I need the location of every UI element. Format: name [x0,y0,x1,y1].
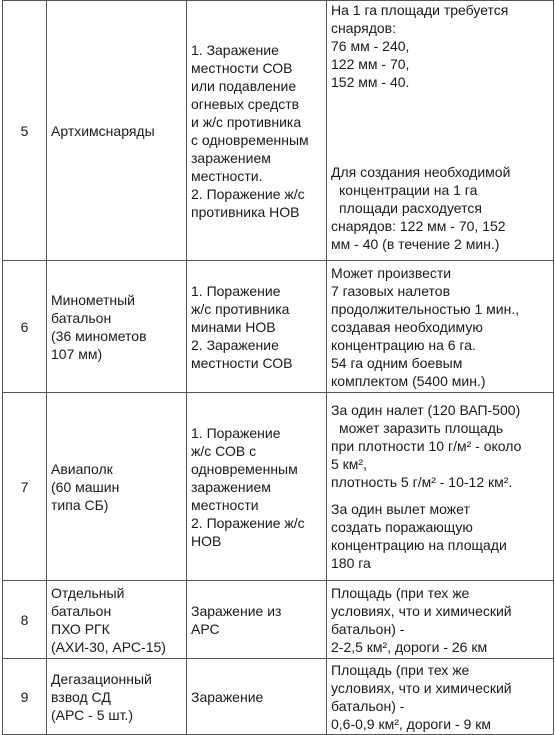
table-row [3,1,554,261]
notes-text: 54 га одним боевым [331,354,463,371]
notes-text: снарядов: [331,20,397,36]
unit-text: Дегазационный [51,670,152,687]
unit-text: 107 мм) [51,345,103,362]
task-text: или подавление [191,77,297,94]
task-text: НОВ [191,532,222,549]
notes-text: концентрацию на площади [331,537,507,553]
data-table [2,0,554,735]
notes-text: концентрации на 1 га [339,182,478,198]
notes-cell [327,1,554,261]
table-row [3,581,554,659]
notes-text: Площадь (при тех же [331,661,470,678]
task-cell [187,393,327,581]
row-number: 7 [3,393,47,581]
notes-text: 180 га [331,555,371,571]
notes-text: батальон) - [331,620,405,637]
task-text: 2. Поражение ж/с [191,514,305,531]
task-text: заражением [191,478,271,495]
table-row [3,393,554,581]
task-text: местности СОВ [191,354,293,371]
notes-text: 152 мм - 40. [331,74,410,90]
notes-text: комплектом (5400 мин.) [331,372,486,389]
notes-text: 122 мм - 70, [331,56,410,72]
task-text: Заражение из [191,602,282,619]
unit-cell [47,1,187,261]
unit-text: взвод СД [51,688,111,705]
notes-text: батальон) - [331,697,405,714]
notes-text: За один вылет может [331,501,470,517]
unit-text: (36 минометов [51,327,147,344]
unit-text: батальон [51,602,112,619]
notes-cell [327,659,554,735]
unit-text: Авиаполк [51,460,113,477]
notes-text: при плотности 10 г/м² - около [331,438,522,454]
notes-text: Для создания необходимой [331,164,511,180]
notes-text: 7 газовых налетов [331,282,451,299]
unit-text: Минометный [51,291,135,308]
notes-text: продолжительностью 1 мин., [331,300,520,317]
task-text: ж/с противника [191,300,290,317]
notes-text: 76 мм - 240, [331,38,410,54]
notes-text: создать поражающую [331,519,473,535]
unit-cell [47,393,187,581]
notes-text: условиях, что и химический [331,679,512,696]
notes-text: 5 км², [331,456,367,472]
task-cell [187,581,327,659]
row-number: 5 [3,1,47,261]
notes-text: 2-2,5 км², дороги - 26 км [331,638,488,655]
notes-text: За один налет (120 ВАП-500) [331,402,521,418]
notes-cell [327,581,554,659]
table-row [3,261,554,393]
task-cell [187,261,327,393]
unit-text: (АХИ-30, АРС-15) [51,638,166,655]
unit-text: типа СБ) [51,496,109,513]
task-text: 1. Поражение [191,282,281,299]
notes-text: Может произвести [331,264,452,281]
notes-text: условиях, что и химический [331,602,512,619]
task-text: заражением [191,149,271,166]
unit-text: (60 машин [51,478,120,495]
task-text: противника НОВ [191,203,300,220]
task-cell [187,1,327,261]
notes-text: На 1 га площади требуется [331,2,509,18]
notes-text: 0,6-0,9 км², дороги - 9 км [331,715,491,732]
task-text: с одновременным [191,131,309,148]
task-text: минами НОВ [191,318,276,335]
unit-text: батальон [51,309,112,326]
row-number: 8 [3,581,47,659]
notes-text: снарядов: 122 мм - 70, 152 [331,218,506,234]
task-text: местности [191,496,259,513]
task-text: 2. Поражение ж/с [191,185,305,202]
task-text: местности СОВ [191,59,293,76]
task-text: 1. Поражение [191,424,281,441]
notes-cell [327,393,554,581]
unit-text: ПХО РГК [51,620,110,637]
notes-cell [327,261,554,393]
notes-text: площади расходуется [339,200,482,216]
unit-text: Артхимснаряды [51,122,155,139]
task-text: ж/с СОВ с [191,442,257,459]
table-row [3,659,554,735]
task-text: 2. Заражение [191,336,279,353]
notes-text: концентрацию на 6 га. [331,336,476,353]
notes-text: плотность 5 г/м² - 10-12 км². [331,474,513,490]
task-text: 1. Заражение [191,41,279,58]
task-text: и ж/с противника [191,113,302,130]
task-text: Заражение [191,688,264,705]
row-number: 9 [3,659,47,735]
task-text: огневых средств [191,95,300,112]
unit-text: (АРС - 5 шт.) [51,706,134,723]
unit-cell [47,261,187,393]
row-number: 6 [3,261,47,393]
unit-cell [47,659,187,735]
unit-cell [47,581,187,659]
task-text: АРС [191,620,220,637]
notes-text: может заразить площадь [339,420,504,436]
notes-text: создавая необходимую [331,318,483,335]
unit-text: Отдельный [51,584,125,601]
notes-text: Площадь (при тех же [331,584,470,601]
notes-text: мм - 40 (в течение 2 мин.) [331,236,500,252]
task-cell [187,659,327,735]
task-text: одновременным [191,460,298,477]
task-text: местности. [191,167,263,184]
